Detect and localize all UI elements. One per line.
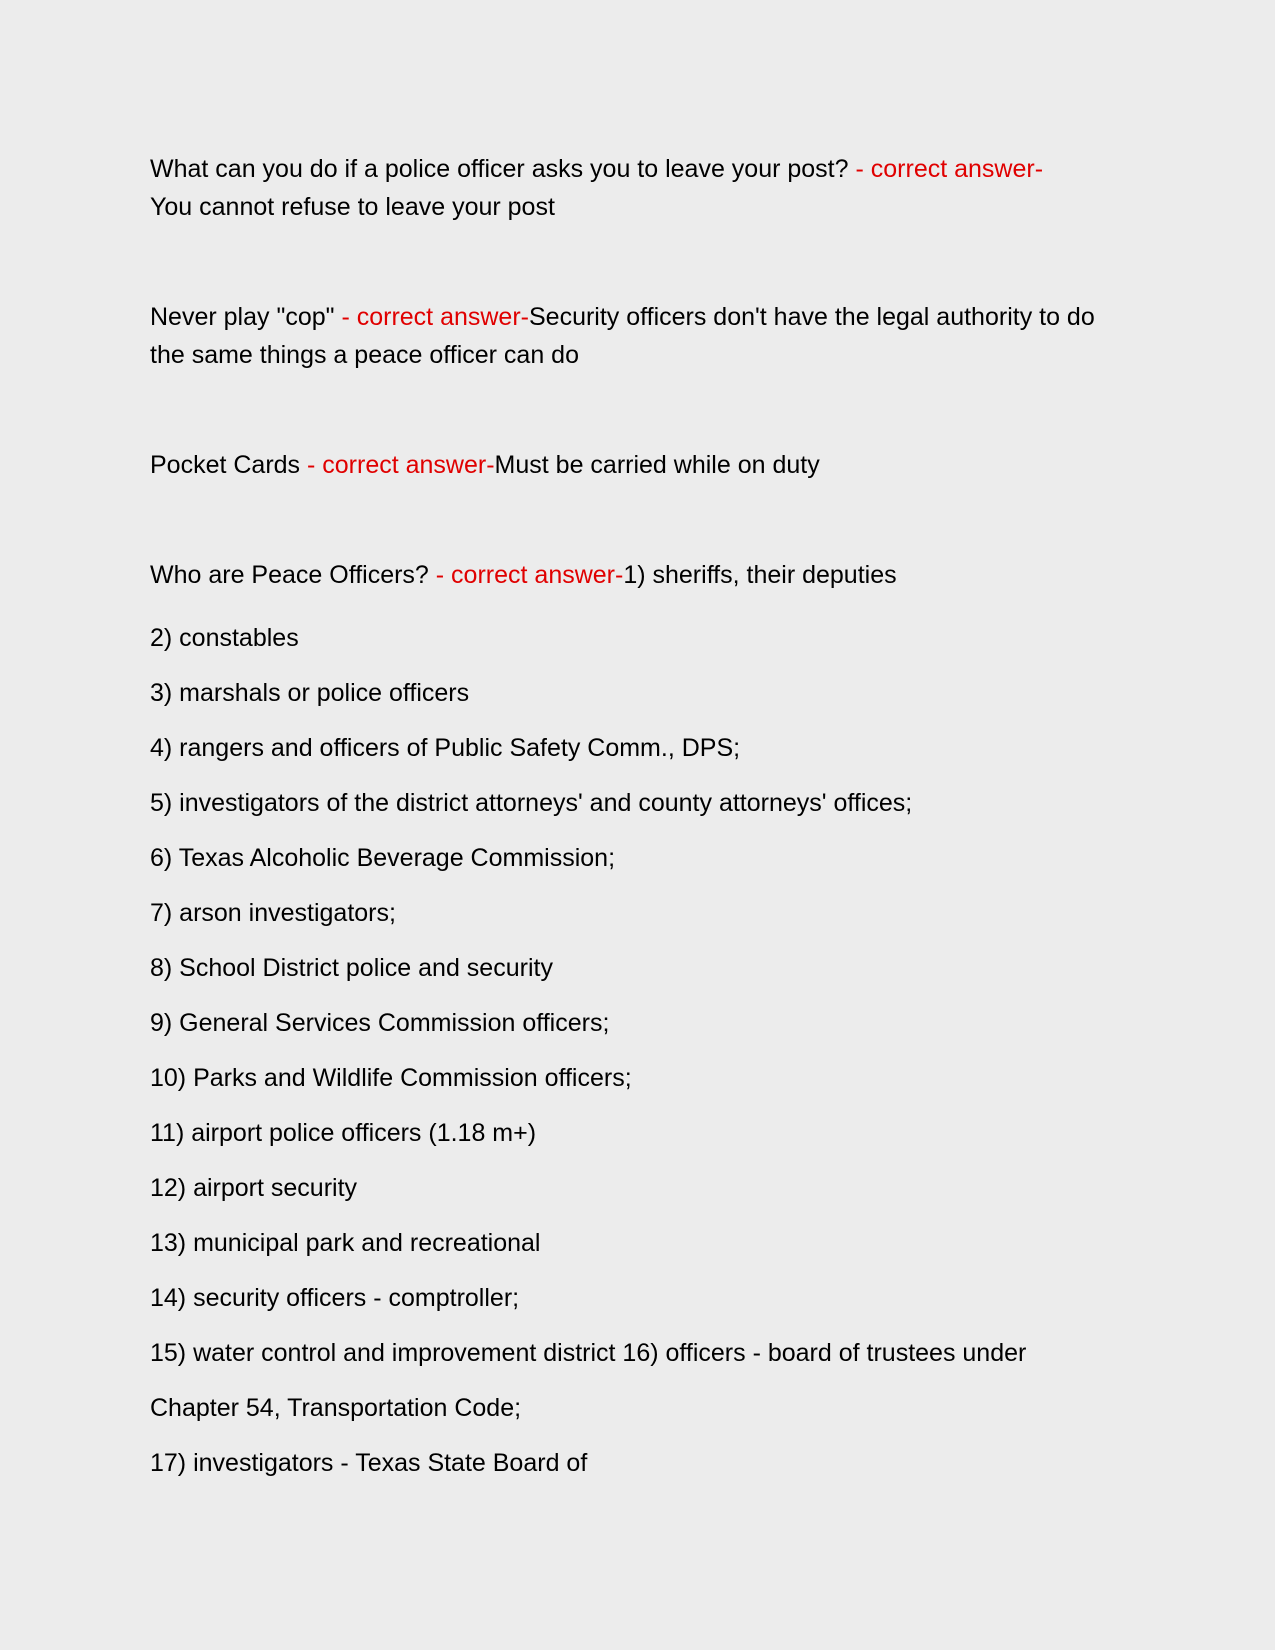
question-text: Pocket Cards bbox=[150, 451, 301, 479]
qa-card-leave-post bbox=[150, 150, 1110, 226]
list-item: 14) security officers - comptroller; bbox=[150, 1284, 520, 1312]
list-item: 2) constables bbox=[150, 624, 299, 652]
list-item: 3) marshals or police officers bbox=[150, 679, 470, 707]
list-item: Chapter 54, Transportation Code; bbox=[150, 1394, 522, 1422]
peace-officers-first-line bbox=[150, 556, 1110, 594]
list-item: 11) airport police officers (1.18 m+) bbox=[150, 1119, 537, 1147]
list-item: 8) School District police and security bbox=[150, 954, 553, 982]
list-item: 4) rangers and officers of Public Safety Comm., DPS; bbox=[150, 734, 741, 762]
list-item: 15) water control and improvement district 16) officers - board of trustees under bbox=[150, 1339, 1027, 1367]
answer-text: Must be carried while on duty bbox=[494, 451, 820, 479]
list-item: 13) municipal park and recreational bbox=[150, 1229, 541, 1257]
peace-officers-list bbox=[150, 611, 1110, 1491]
correct-answer-separator: - correct answer- bbox=[334, 303, 529, 331]
list-item: 9) General Services Commission officers; bbox=[150, 1009, 610, 1037]
list-item: 5) investigators of the district attorneys' and county attorneys' offices; bbox=[150, 789, 913, 817]
list-item: 6) Texas Alcoholic Beverage Commission; bbox=[150, 844, 616, 872]
question-text: Never play "cop" bbox=[150, 303, 335, 331]
correct-answer-separator: - correct answer- bbox=[428, 561, 624, 589]
question-text: Who are Peace Officers? bbox=[150, 561, 429, 589]
list-item: 10) Parks and Wildlife Commission officers; bbox=[150, 1064, 632, 1092]
document-body bbox=[150, 150, 1110, 1491]
list-item: 12) airport security bbox=[150, 1174, 358, 1202]
correct-answer-separator: - correct answer- bbox=[300, 451, 495, 479]
correct-answer-separator: - correct answer- bbox=[848, 155, 1044, 183]
list-item: 17) investigators - Texas State Board of bbox=[150, 1449, 588, 1477]
answer-text: 1) sheriffs, their deputies bbox=[623, 561, 897, 589]
answer-text: You cannot refuse to leave your post bbox=[150, 193, 555, 221]
qa-card-peace-officers bbox=[150, 556, 1110, 1491]
question-text: What can you do if a police officer asks you to leave your post? bbox=[150, 155, 849, 183]
answer-text: Security officers don't have the legal authority to do the same things a peace officer can do bbox=[150, 303, 1095, 369]
list-item: 7) arson investigators; bbox=[150, 899, 396, 927]
qa-card-pocket-cards bbox=[150, 446, 1110, 484]
qa-card-never-play-cop bbox=[150, 298, 1110, 374]
